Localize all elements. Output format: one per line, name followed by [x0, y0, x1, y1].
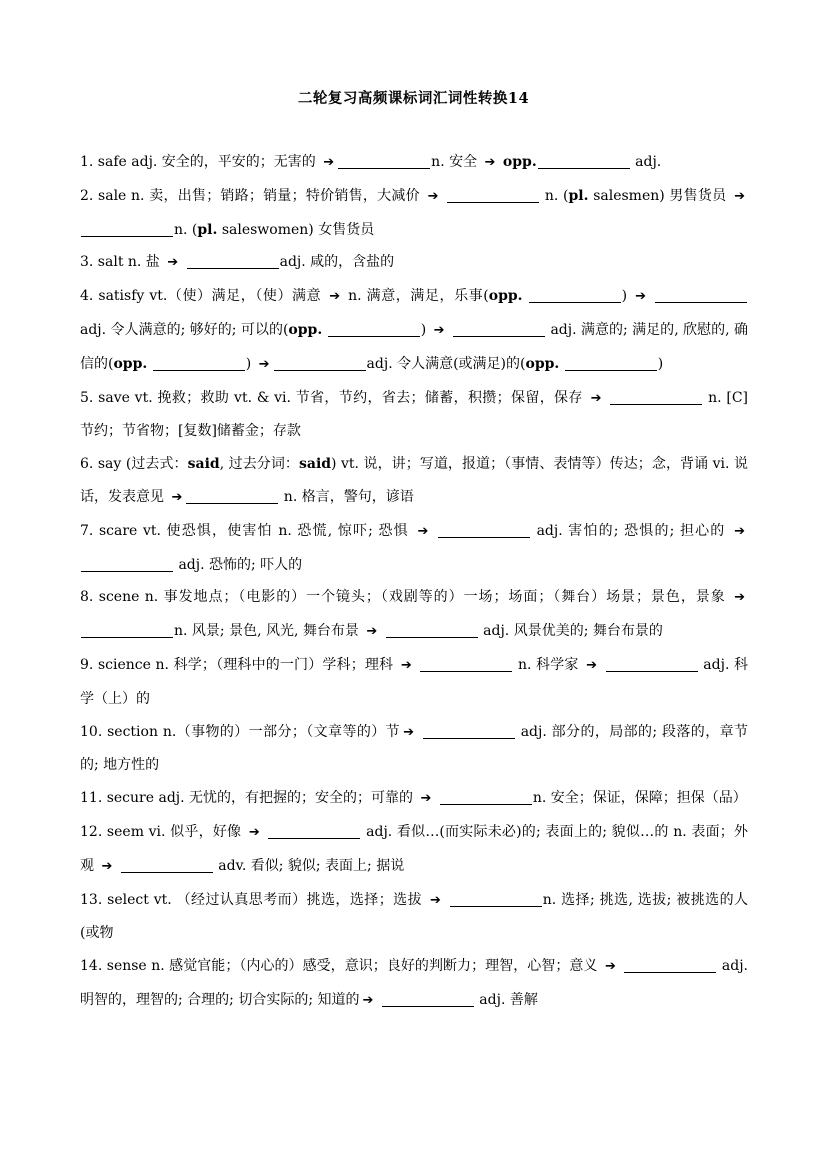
vocab-item: [80, 716, 748, 783]
bold-text: opp.: [288, 321, 323, 338]
vocab-item: [80, 884, 748, 951]
item-text: adj.: [630, 154, 662, 170]
item-text: [376, 992, 380, 1008]
arrow-icon: ➔: [258, 356, 270, 372]
vocab-item: [80, 180, 748, 247]
bold-text: opp.: [488, 288, 523, 305]
arrow-icon: ➔: [248, 824, 260, 840]
item-text: [417, 724, 422, 740]
arrow-icon: ➔: [734, 590, 745, 606]
item-text: ): [420, 321, 431, 338]
arrow-icon: ➔: [604, 959, 616, 975]
arrow-icon: ➔: [101, 858, 113, 874]
vocab-item: [80, 280, 748, 381]
bold-text: opp.: [502, 154, 537, 170]
vocab-item: [80, 950, 748, 1018]
answer-blank: [268, 822, 360, 839]
item-text: 9. science n. 科学；（理科中的一门）学科；理科: [80, 656, 398, 673]
arrow-icon: ➔: [484, 155, 496, 170]
answer-blank: [453, 320, 545, 337]
item-text: [523, 288, 528, 304]
item-text: 7. scare vt. 使恐惧，使害怕 n. 恐慌, 惊吓; 恐惧: [80, 522, 415, 539]
bold-text: opp.: [113, 355, 148, 372]
item-text: ) vt. 说，讲；写道，报道；（事情、表情等）传达；念，背诵 vi. 说话，发表意见: [80, 456, 748, 505]
item-text: 1. safe adj. 安全的，平安的；无害的: [80, 154, 321, 170]
item-text: [441, 188, 446, 204]
item-text: adj. 令人满意(或满足)的(: [366, 355, 526, 372]
item-text: n. (: [174, 221, 198, 238]
item-text: n. 安全；保证，保障；担保（品）: [532, 790, 747, 807]
arrow-icon: ➔: [167, 255, 179, 271]
item-text: 12. seem vi. 似乎，好像: [80, 823, 246, 840]
item-text: adj. 令人满意的; 够好的; 可以的(: [80, 321, 289, 338]
item-text: 10. section n.（事物的）一部分；（文章等的）节: [80, 723, 401, 740]
vocab-item: [80, 146, 748, 180]
answer-blank: [382, 990, 474, 1007]
answer-blank: [420, 655, 512, 672]
vocab-item: [80, 515, 748, 582]
item-text: n. 选择; 挑选, 选拔; 被挑选的人(或物: [80, 891, 749, 942]
item-text: [448, 322, 452, 338]
item-text: 2. sale n. 卖，出售；销路；销量；特价销售，大减价: [80, 187, 425, 204]
item-text: adj. 看似…(而实际未必)的; 表面上的; 貌似…的 n. 表面；外观: [80, 823, 749, 874]
item-text: 3. salt n. 盐: [80, 254, 165, 271]
vocab-item: [80, 382, 748, 449]
answer-blank: [538, 152, 630, 169]
answer-blank: [529, 286, 621, 303]
item-text: [559, 356, 563, 372]
vocab-item: [80, 246, 748, 280]
answer-blank: [440, 788, 532, 805]
vocab-item: [80, 816, 748, 884]
arrow-icon: ➔: [366, 624, 378, 640]
answer-blank: [438, 521, 530, 538]
answer-blank: [338, 152, 430, 169]
arrow-icon: ➔: [329, 289, 341, 305]
answer-blank: [655, 286, 747, 303]
answer-blank: [565, 354, 657, 371]
item-text: 13. select vt. （经过认真思考而）挑选，选择；选拔: [80, 891, 427, 908]
item-text: 8. scene n. 事发地点；（电影的）一个镜头；（戏剧等的）一场；场面；（舞台）场景；景色，景象: [80, 589, 732, 606]
item-text: n. 格言，警句，谚语: [279, 488, 414, 505]
item-text: [604, 390, 609, 406]
item-text: adj. 善解: [474, 991, 538, 1008]
item-text: [415, 657, 420, 673]
item-text: adj. 部分的，局部的; 段落的，章节的; 地方性的: [80, 723, 748, 774]
item-text: , 过去分词：: [219, 456, 299, 473]
item-text: [147, 356, 151, 372]
item-text: [115, 858, 119, 874]
item-text: saleswomen) 女售货员: [217, 221, 375, 238]
vocabulary-list: [80, 146, 748, 1018]
arrow-icon: ➔: [635, 289, 646, 305]
bold-text: pl.: [568, 187, 589, 204]
item-text: [431, 523, 437, 539]
arrow-icon: ➔: [420, 791, 432, 807]
item-text: 14. sense n. 感觉官能；（内心的）感受，意识；良好的判断力；理智，心智；意义: [80, 958, 602, 975]
bold-text: said: [187, 456, 220, 473]
vocab-item: [80, 649, 748, 716]
item-text: [263, 824, 268, 840]
vocab-item: [80, 448, 748, 515]
arrow-icon: ➔: [323, 155, 335, 170]
arrow-icon: ➔: [427, 188, 439, 204]
arrow-icon: ➔: [590, 390, 602, 406]
arrow-icon: ➔: [586, 657, 598, 673]
item-text: [619, 958, 624, 974]
item-text: adj. 咸的，含盐的: [279, 254, 395, 271]
page-title: 二轮复习高频课标词汇词性转换14: [297, 90, 530, 107]
answer-blank: [274, 354, 366, 371]
arrow-icon: ➔: [734, 523, 745, 539]
answer-blank: [81, 621, 173, 638]
item-text: [322, 322, 326, 338]
answer-blank: [386, 621, 478, 638]
answer-blank: [187, 252, 279, 269]
item-text: [434, 790, 438, 806]
item-text: [181, 254, 185, 270]
arrow-icon: ➔: [734, 188, 745, 204]
bold-text: said: [298, 456, 332, 473]
arrow-icon: ➔: [417, 523, 429, 539]
answer-blank: [610, 388, 702, 405]
answer-blank: [423, 722, 515, 739]
item-text: n. (: [540, 187, 569, 204]
arrow-icon: ➔: [433, 322, 445, 338]
item-text: adv. 看似; 貌似; 表面上; 据说: [213, 857, 405, 874]
answer-blank: [81, 555, 173, 572]
item-text: n. 科学家: [513, 656, 584, 673]
item-text: n. [C] 节约；节省物；[复数]储蓄金；存款: [80, 389, 749, 440]
item-text: 5. save vt. 挽救；救助 vt. & vi. 节省，节约，省去；储蓄，积攒；保留，保存: [80, 389, 588, 406]
item-text: 6. say (过去式：: [80, 456, 188, 473]
item-text: [600, 657, 605, 673]
arrow-icon: ➔: [400, 657, 412, 673]
item-text: n. 安全: [431, 154, 482, 170]
item-text: 4. satisfy vt.（使）满足，（使）满意: [80, 288, 327, 305]
arrow-icon: ➔: [171, 489, 183, 505]
item-text: [649, 288, 654, 304]
item-text: adj. 恐怖的; 吓人的: [174, 556, 303, 573]
item-text: adj. 害怕的; 恐惧的; 担心的: [530, 522, 732, 539]
item-text: adj. 科学（上）的: [80, 656, 749, 707]
answer-blank: [328, 320, 420, 337]
bold-text: opp.: [525, 355, 560, 372]
item-text: ): [245, 355, 256, 372]
answer-blank: [450, 890, 542, 907]
item-text: salesmen) 男售货员: [588, 187, 732, 204]
vocab-item: [80, 782, 748, 816]
item-text: adj. 明智的，理智的; 合理的; 切合实际的; 知道的: [80, 958, 748, 1008]
item-text: adj. 满意的; 满足的, 欣慰的, 确信的(: [80, 321, 749, 372]
bold-text: pl.: [197, 221, 218, 238]
answer-blank: [186, 487, 278, 504]
answer-blank: [447, 186, 539, 203]
vocab-item: [80, 581, 748, 649]
item-text: ): [621, 288, 633, 305]
item-text: [444, 892, 449, 908]
answer-blank: [624, 956, 716, 973]
arrow-icon: ➔: [362, 992, 374, 1008]
answer-blank: [81, 220, 173, 237]
item-text: n. 风景; 景色, 风光, 舞台布景: [174, 623, 364, 640]
item-text: ): [657, 355, 664, 372]
arrow-icon: ➔: [403, 724, 414, 740]
answer-blank: [121, 856, 213, 873]
item-text: n. 满意，满足，乐事(: [343, 288, 489, 305]
answer-blank: [153, 354, 245, 371]
item-text: 11. secure adj. 无忧的，有把握的；安全的；可靠的: [80, 790, 418, 807]
item-text: [380, 623, 384, 639]
item-text: adj. 风景优美的; 舞台布景的: [478, 623, 663, 640]
arrow-icon: ➔: [429, 892, 441, 908]
answer-blank: [606, 655, 698, 672]
